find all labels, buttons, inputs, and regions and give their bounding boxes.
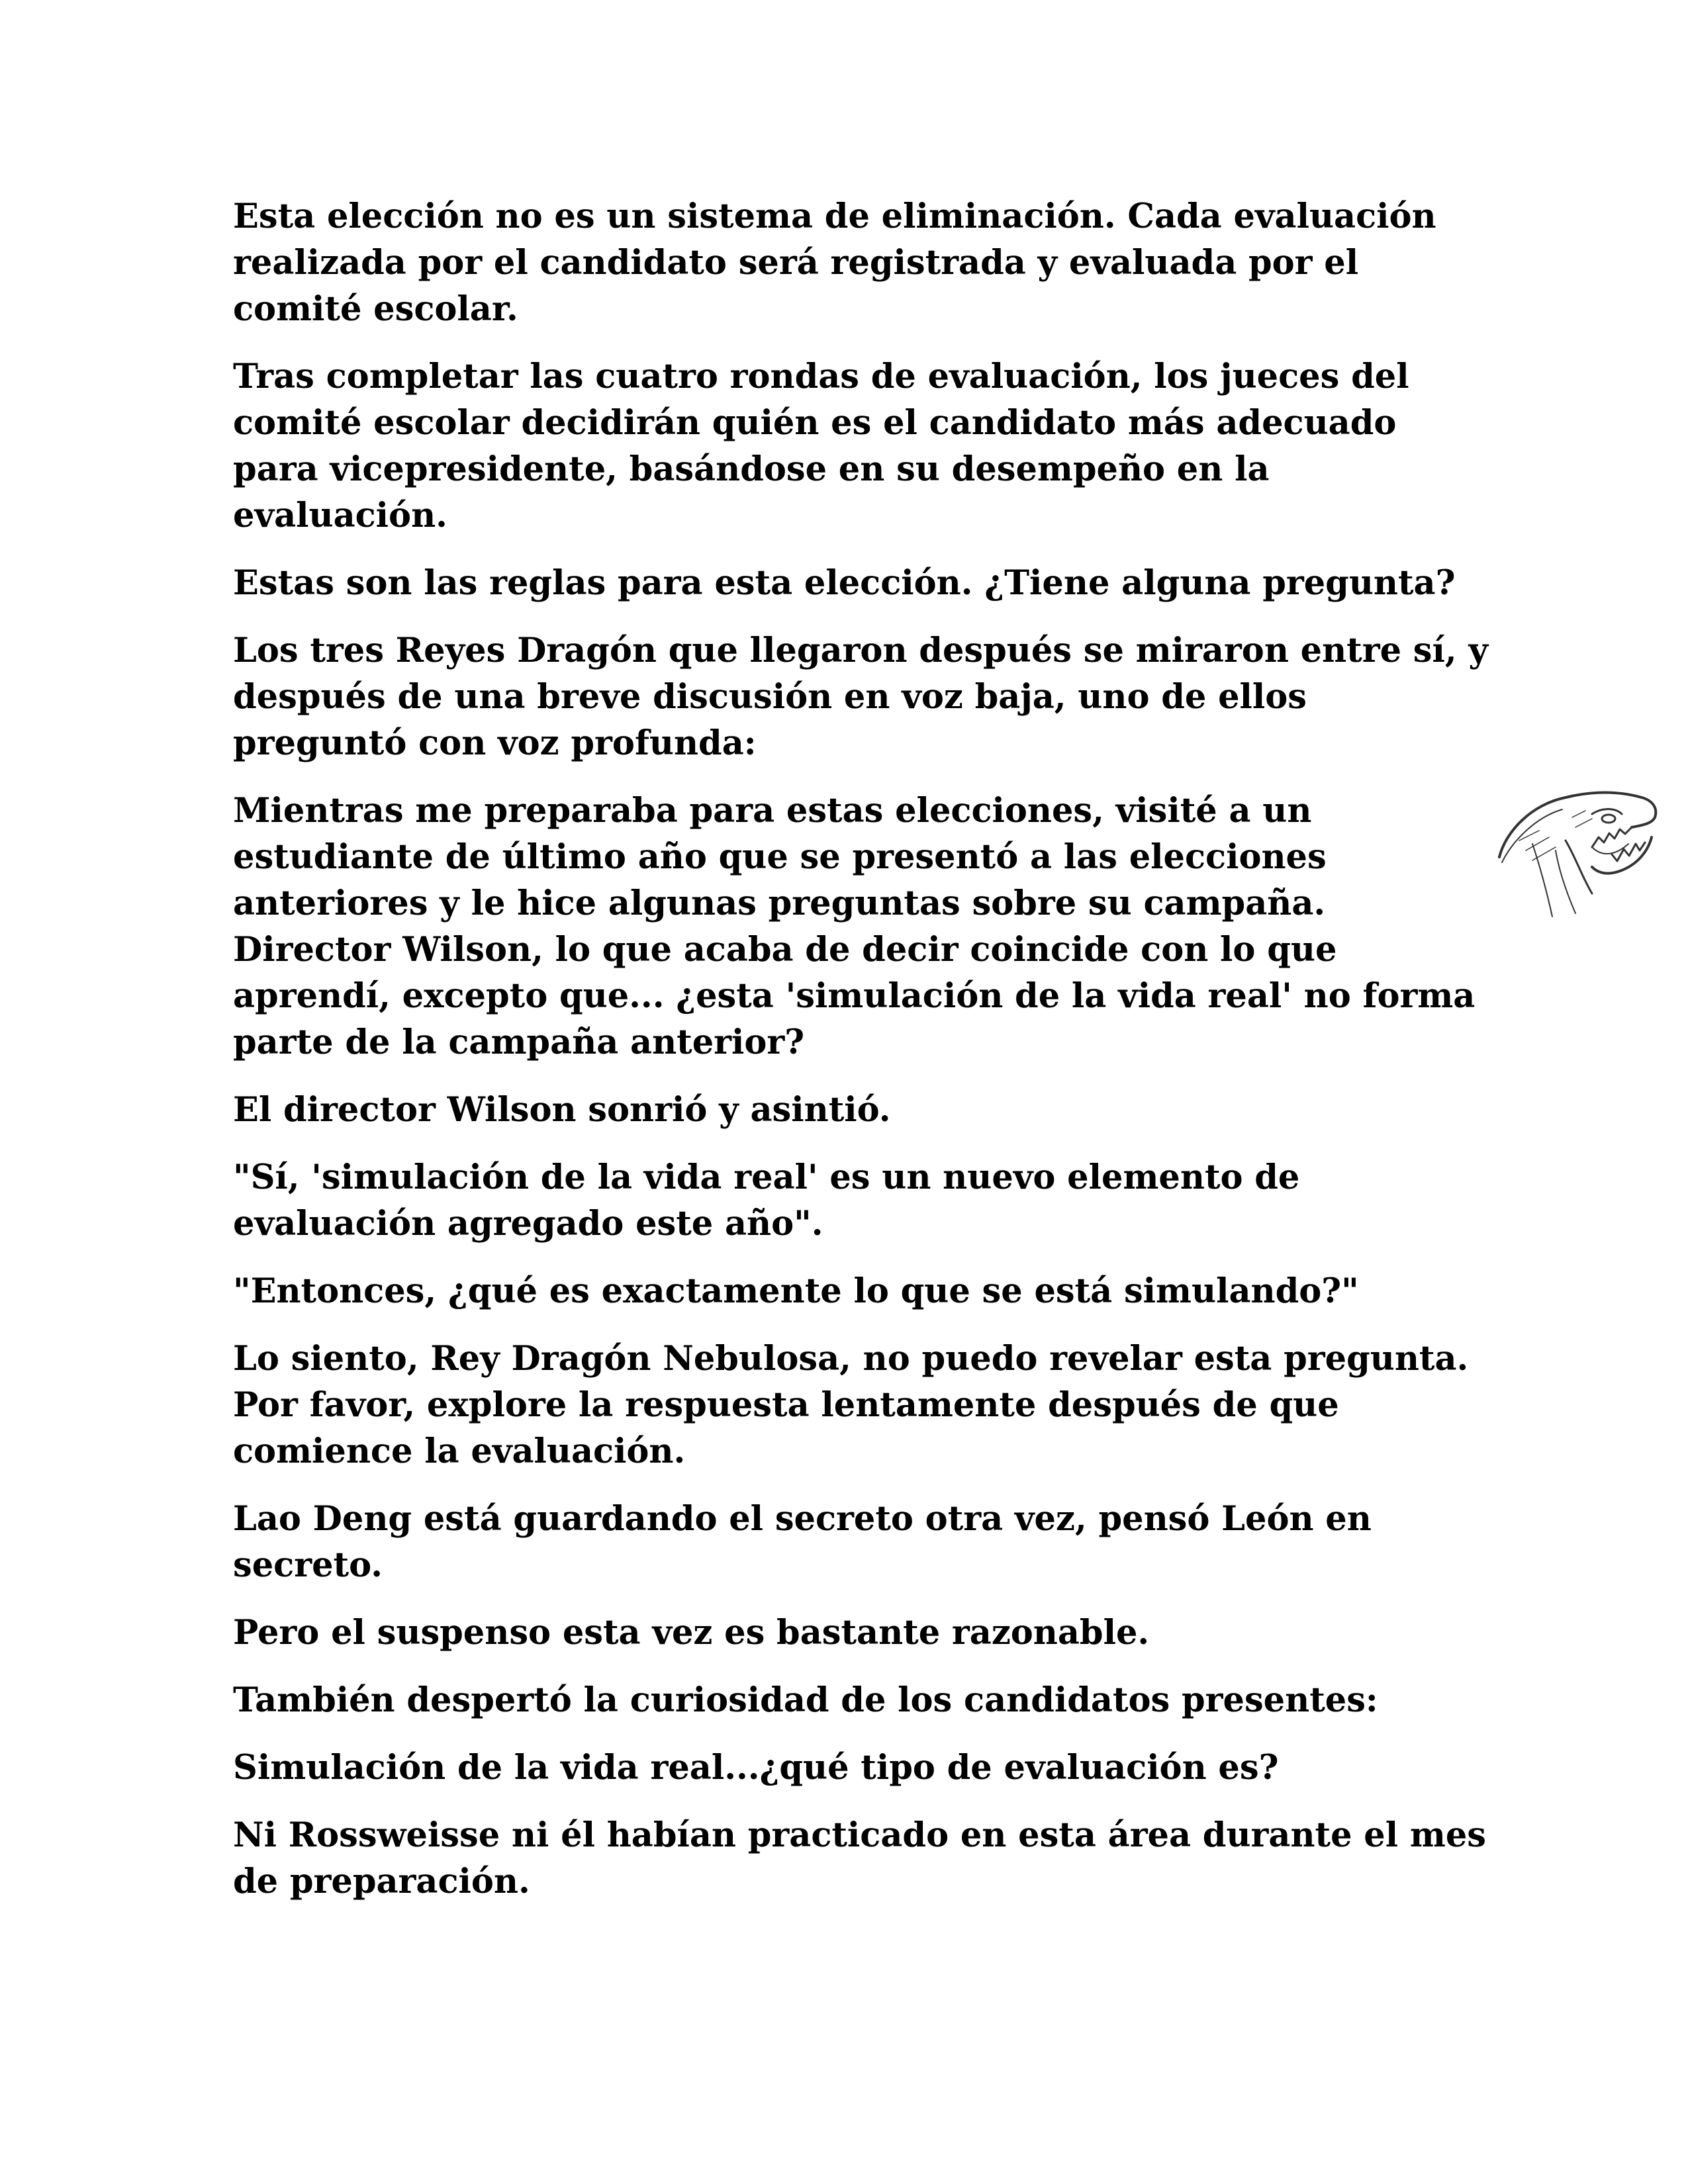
paragraph-5: Mientras me preparaba para estas elecciones, visité a un estudiante de último año que se presentó a las elecciones anteriores y le hice algunas preguntas sobre su campaña. Director Wilson, lo que acaba de decir coincide con lo que aprendí, excepto que... ¿esta 'simulación de la vida real' no forma parte de la campaña anterior? [233, 791, 1476, 1062]
paragraph-4: Los tres Reyes Dragón que llegaron después se miraron entre sí, y después de una breve discusión en voz baja, uno de ellos preguntó con voz profunda: [233, 631, 1489, 763]
paragraph-1: Esta elección no es un sistema de eliminación. Cada evaluación realizada por el candidato será registrada y evaluada por el comité escolar. [233, 197, 1436, 329]
paragraph-10: Lao Deng está guardando el secreto otra vez, pensó León en secreto. [233, 1499, 1372, 1585]
paragraph-12: También despertó la curiosidad de los candidatos presentes: [233, 1680, 1378, 1720]
paragraph-9: Lo siento, Rey Dragón Nebulosa, no puedo revelar esta pregunta. Por favor, explore la respuesta lentamente después de que comience la evaluación. [233, 1339, 1469, 1471]
paragraph-6: El director Wilson sonrió y asintió. [233, 1090, 891, 1130]
paragraph-11: Pero el suspenso esta vez es bastante razonable. [233, 1613, 1150, 1653]
dinosaur-head-sketch-icon [1493, 778, 1665, 927]
paragraph-14: Ni Rossweisse ni él habían practicado en esta área durante el mes de preparación. [233, 1815, 1487, 1901]
paragraph-7: "Sí, 'simulación de la vida real' es un nuevo elemento de evaluación agregado este año". [233, 1158, 1300, 1244]
body-text [233, 193, 1491, 1926]
paragraph-3: Estas son las reglas para esta elección. ¿Tiene alguna pregunta? [233, 563, 1456, 603]
paragraph-8: "Entonces, ¿qué es exactamente lo que se está simulando?" [233, 1271, 1359, 1311]
paragraph-2: Tras completar las cuatro rondas de evaluación, los jueces del comité escolar decidirán quién es el candidato más adecuado para vicepresidente, basándose en su desempeño en la evaluación. [233, 357, 1409, 535]
paragraph-13: Simulación de la vida real...¿qué tipo de evaluación es? [233, 1748, 1279, 1788]
